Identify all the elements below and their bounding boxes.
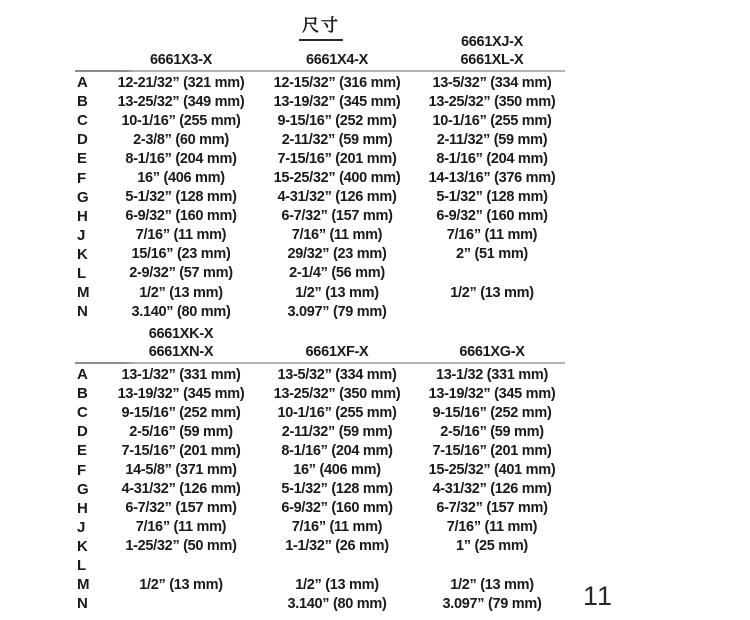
dimension-value: 6-9/32” (160 mm) [281, 500, 393, 517]
dimension-value: 2-11/32” (59 mm) [436, 131, 548, 148]
dimension-value: 4-31/32” (126 mm) [277, 189, 397, 206]
row-label: D [77, 423, 88, 441]
table-row [75, 575, 567, 594]
dimension-value: 2-11/32” (59 mm) [281, 423, 393, 440]
column-header: 6661X3-X [149, 52, 213, 68]
dimension-value: 7-15/16” (201 mm) [277, 150, 397, 167]
dimension-value: 5-1/32” (128 mm) [125, 189, 237, 206]
dimension-value: 7/16” (11 mm) [446, 519, 538, 536]
dimension-value: 7-15/16” (201 mm) [121, 442, 241, 459]
row-label: C [77, 404, 88, 422]
dimension-value: 3.097” (79 mm) [287, 303, 387, 320]
column-header: 6661XG-X [459, 344, 525, 360]
table-row [75, 422, 567, 441]
dimension-value: 1/2” (13 mm) [295, 284, 379, 301]
dimension-value: 8-1/16” (204 mm) [281, 442, 393, 459]
dimension-value: 13-25/32” (350 mm) [273, 385, 401, 402]
table-row [75, 130, 567, 149]
row-label: M [77, 284, 90, 302]
page-number: 11 [583, 581, 614, 611]
dimension-value: 6-9/32” (160 mm) [125, 208, 237, 225]
dimension-value: 6-7/32” (157 mm) [281, 208, 393, 225]
row-label: C [77, 112, 88, 130]
dimension-value: 9-15/16” (252 mm) [277, 112, 397, 129]
table-row [75, 403, 567, 422]
dimension-value: 7/16” (11 mm) [135, 519, 227, 536]
row-label: G [77, 480, 89, 498]
table-row [75, 537, 567, 556]
dimension-value: 9-15/16” (252 mm) [121, 404, 241, 421]
table-row [75, 207, 567, 226]
row-label: M [77, 576, 90, 594]
table-row [75, 111, 567, 130]
dimension-value: 16” (406 mm) [293, 462, 381, 479]
row-label: E [77, 150, 87, 168]
column-header: 6661XK-X [148, 326, 214, 342]
dimension-value: 13-5/32” (334 mm) [432, 74, 552, 91]
dimension-value: 7/16” (11 mm) [446, 227, 538, 244]
row-label: N [77, 595, 88, 613]
column-header: 6661XF-X [305, 344, 369, 360]
row-label: A [77, 74, 88, 92]
column-header: 6661X4-X [305, 52, 369, 68]
dimension-table-2 [75, 325, 567, 613]
table-row [75, 499, 567, 518]
dimension-value: 13-1/32” (331 mm) [121, 366, 241, 383]
dimension-value: 3.140” (80 mm) [131, 303, 231, 320]
row-label: B [77, 93, 88, 111]
dimension-value: 15-25/32” (401 mm) [428, 462, 556, 479]
dimension-value: 8-1/16” (204 mm) [125, 150, 237, 167]
table-header-row [75, 343, 567, 361]
row-label: L [77, 264, 86, 282]
dimension-value: 2-3/8” (60 mm) [133, 131, 229, 148]
dimension-value: 10-1/16” (255 mm) [277, 404, 397, 421]
dimension-value: 1-25/32” (50 mm) [125, 538, 237, 555]
table-row [75, 594, 567, 613]
dimension-value: 7-15/16” (201 mm) [432, 442, 552, 459]
dimension-value: 29/32” (23 mm) [287, 246, 387, 263]
row-label: L [77, 556, 86, 574]
header-divider [75, 362, 565, 364]
dimension-value: 9-15/16” (252 mm) [432, 404, 552, 421]
row-label: E [77, 442, 87, 460]
row-label: J [77, 518, 86, 536]
table-row [75, 188, 567, 207]
dimension-value: 1/2” (13 mm) [295, 576, 379, 593]
table-row [75, 73, 567, 92]
dimension-value: 4-31/32” (126 mm) [432, 481, 552, 498]
dimension-value: 13-19/32” (345 mm) [117, 385, 245, 402]
dimension-value: 3.097” (79 mm) [442, 595, 542, 612]
row-label: F [77, 461, 86, 479]
row-label: H [77, 207, 88, 225]
dimension-value: 15/16” (23 mm) [131, 246, 231, 263]
column-header: 6661XL-X [460, 52, 524, 68]
row-label: B [77, 385, 88, 403]
table-header-top-row [75, 33, 567, 51]
dimension-value: 6-7/32” (157 mm) [436, 500, 548, 517]
table-row [75, 92, 567, 111]
header-divider [75, 70, 565, 72]
table-row [75, 441, 567, 460]
dimension-value: 14-5/8” (371 mm) [125, 462, 237, 479]
table-header-row [75, 51, 567, 69]
dimension-value: 1/2” (13 mm) [450, 284, 534, 301]
row-label: H [77, 499, 88, 517]
row-label: F [77, 169, 86, 187]
row-label: J [77, 226, 86, 244]
dimension-value: 1/2” (13 mm) [139, 284, 223, 301]
column-header: 6661XN-X [148, 344, 214, 360]
dimension-value: 1-1/32” (26 mm) [285, 538, 389, 555]
dimension-value: 2-11/32” (59 mm) [281, 131, 393, 148]
column-header: 6661XJ-X [460, 34, 524, 50]
dimension-table-1 [75, 33, 567, 321]
dimension-value: 13-5/32” (334 mm) [277, 366, 397, 383]
dimension-value: 13-25/32” (350 mm) [428, 93, 556, 110]
dimension-value: 10-1/16” (255 mm) [432, 112, 552, 129]
dimension-value: 7/16” (11 mm) [291, 227, 383, 244]
dimension-value: 1/2” (13 mm) [450, 576, 534, 593]
table-row [75, 480, 567, 499]
dimension-value: 5-1/32” (128 mm) [281, 481, 393, 498]
dimension-value: 13-19/32” (345 mm) [428, 385, 556, 402]
dimension-value: 12-21/32” (321 mm) [117, 74, 245, 91]
dimension-value: 13-19/32” (345 mm) [273, 93, 401, 110]
table-row [75, 245, 567, 264]
dimension-value: 2-1/4” (56 mm) [289, 265, 385, 282]
dimension-value: 5-1/32” (128 mm) [436, 189, 548, 206]
table-row [75, 384, 567, 403]
table-row [75, 556, 567, 575]
dimension-value: 13-1/32 (331 mm) [435, 366, 549, 383]
row-label: A [77, 366, 88, 384]
dimension-value: 12-15/32” (316 mm) [273, 74, 401, 91]
table-row [75, 149, 567, 168]
page-title-text: 尺寸 [299, 11, 343, 41]
table-row [75, 518, 567, 537]
table-row [75, 264, 567, 283]
dimension-value: 13-25/32” (349 mm) [117, 93, 245, 110]
row-label: K [77, 245, 88, 263]
dimension-value: 1/2” (13 mm) [139, 576, 223, 593]
dimension-value: 2-5/16” (59 mm) [440, 423, 544, 440]
dimension-value: 2-5/16” (59 mm) [129, 423, 233, 440]
table-row [75, 283, 567, 302]
dimension-value: 8-1/16” (204 mm) [436, 150, 548, 167]
dimension-value: 14-13/16” (376 mm) [428, 170, 556, 187]
dimension-value: 2-9/32” (57 mm) [129, 265, 233, 282]
dimension-value: 7/16” (11 mm) [135, 227, 227, 244]
dimension-value: 6-9/32” (160 mm) [436, 208, 548, 225]
dimension-value: 2” (51 mm) [456, 246, 528, 263]
row-label: G [77, 188, 89, 206]
dimension-value: 7/16” (11 mm) [291, 519, 383, 536]
table-row [75, 226, 567, 245]
dimension-value: 4-31/32” (126 mm) [121, 481, 241, 498]
row-label: K [77, 537, 88, 555]
table-row [75, 302, 567, 321]
dimension-value: 10-1/16” (255 mm) [121, 112, 241, 129]
dimension-value: 16” (406 mm) [137, 170, 225, 187]
dimension-value: 6-7/32” (157 mm) [125, 500, 237, 517]
table-header-top-row [75, 325, 567, 343]
table-row [75, 460, 567, 479]
row-label: D [77, 131, 88, 149]
dimension-value: 3.140” (80 mm) [287, 595, 387, 612]
dimension-value: 1” (25 mm) [456, 538, 528, 555]
row-label: N [77, 303, 88, 321]
table-row [75, 168, 567, 187]
table-row [75, 365, 567, 384]
dimension-value: 15-25/32” (400 mm) [273, 170, 401, 187]
